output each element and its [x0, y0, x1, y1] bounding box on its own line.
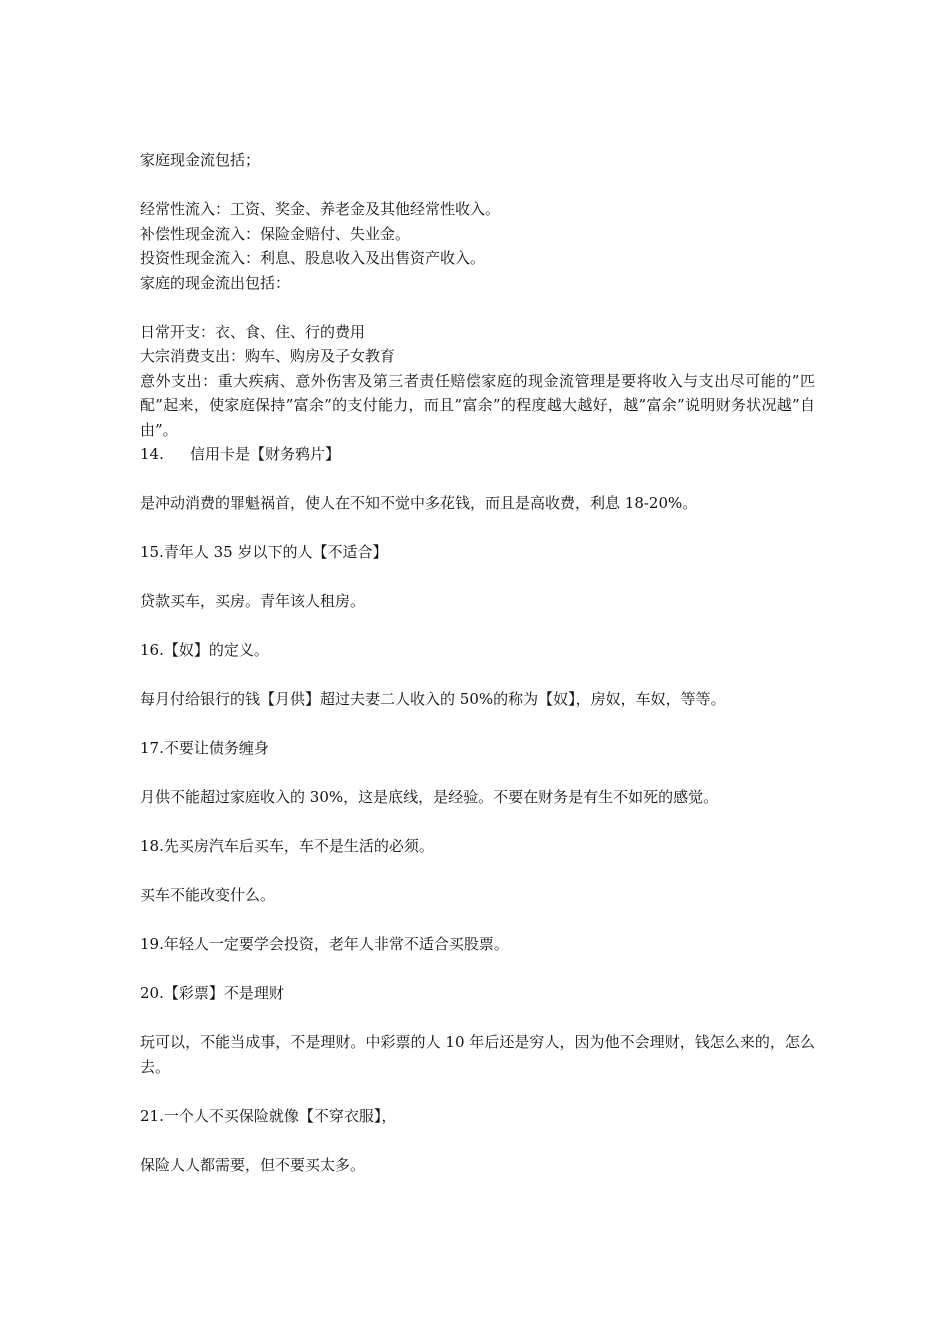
spacer: [140, 761, 815, 786]
spacer: [140, 565, 815, 590]
item-20-title: 20.【彩票】不是理财: [140, 984, 284, 1002]
item-21-title: 21.一个人不买保险就像【不穿衣服】，: [140, 1106, 397, 1125]
document-page: [140, 148, 815, 1177]
item-18-body: 买车不能改变什么。: [140, 886, 276, 904]
item-18-title: 18.先买房汽车后买车，车不是生活的必须。: [140, 837, 434, 855]
item-14-number: 14.: [140, 445, 164, 463]
spacer: [140, 957, 815, 982]
item-21-body: 保险人人都需要，但不要买太多。: [140, 1155, 366, 1174]
spacer: [140, 1128, 815, 1153]
spacer: [140, 810, 815, 835]
spacer: [140, 173, 815, 198]
spacer: [140, 467, 815, 492]
spacer: [140, 663, 815, 688]
inflow-line: 补偿性现金流入：保险金赔付、失业金。: [140, 224, 411, 243]
item-14-body: 是冲动消费的罪魁祸首，使人在不知不觉中多花钱，而且是高收费，利息 18-20%。: [140, 494, 698, 512]
item-17-body: 月供不能超过家庭收入的 30%，这是底线，是经验。不要在财务是有生不如死的感觉。: [140, 788, 719, 806]
spacer: [140, 516, 815, 541]
outflow-heading: 家庭的现金流出包括：: [140, 273, 291, 292]
cashflow-heading: 家庭现金流包括；: [140, 151, 261, 169]
outflow-line: 日常开支：衣、食、住、行的费用: [140, 322, 366, 341]
item-15-title: 15.青年人 35 岁以下的人【不适合】: [140, 543, 388, 561]
item-14-title: [140, 442, 815, 467]
spacer: [140, 1079, 815, 1104]
item-16-title: 16.【奴】的定义。: [140, 641, 269, 659]
spacer: [140, 712, 815, 737]
item-15-body: 贷款买车，买房。青年该人租房。: [140, 592, 366, 610]
item-20-body: 玩可以，不能当成事，不是理财。中彩票的人 10 年后还是穷人，因为他不会理财，钱怎么来的，怎么去。: [140, 1033, 815, 1076]
item-17-title: 17.不要让债务缠身: [140, 739, 269, 757]
spacer: [140, 614, 815, 639]
item-16-body: 每月付给银行的钱【月供】超过夫妻二人收入的 50%的称为【奴】，房奴，车奴，等等。: [140, 690, 726, 708]
spacer: [140, 859, 815, 884]
item-19-title: 19.年轻人一定要学会投资，老年人非常不适合买股票。: [140, 935, 509, 953]
spacer: [140, 908, 815, 933]
outflow-line: 大宗消费支出：购车、购房及子女教育: [140, 347, 396, 365]
outflow-paragraph: 意外支出：重大疾病、意外伤害及第三者责任赔偿家庭的现金流管理是要将收入与支出尽可能的”匹配”起来，使家庭保持”富余”的支付能力，而且”富余”的程度越大越好，越”富余”说明财务状况越”自由”。: [140, 371, 815, 439]
spacer: [140, 295, 815, 320]
item-14-title-text: 信用卡是【财务鸦片】: [190, 445, 341, 463]
inflow-line: 投资性现金流入：利息、股息收入及出售资产收入。: [140, 249, 486, 267]
inflow-line: 经常性流入：工资、奖金、养老金及其他经常性收入。: [140, 200, 501, 218]
spacer: [140, 1006, 815, 1031]
